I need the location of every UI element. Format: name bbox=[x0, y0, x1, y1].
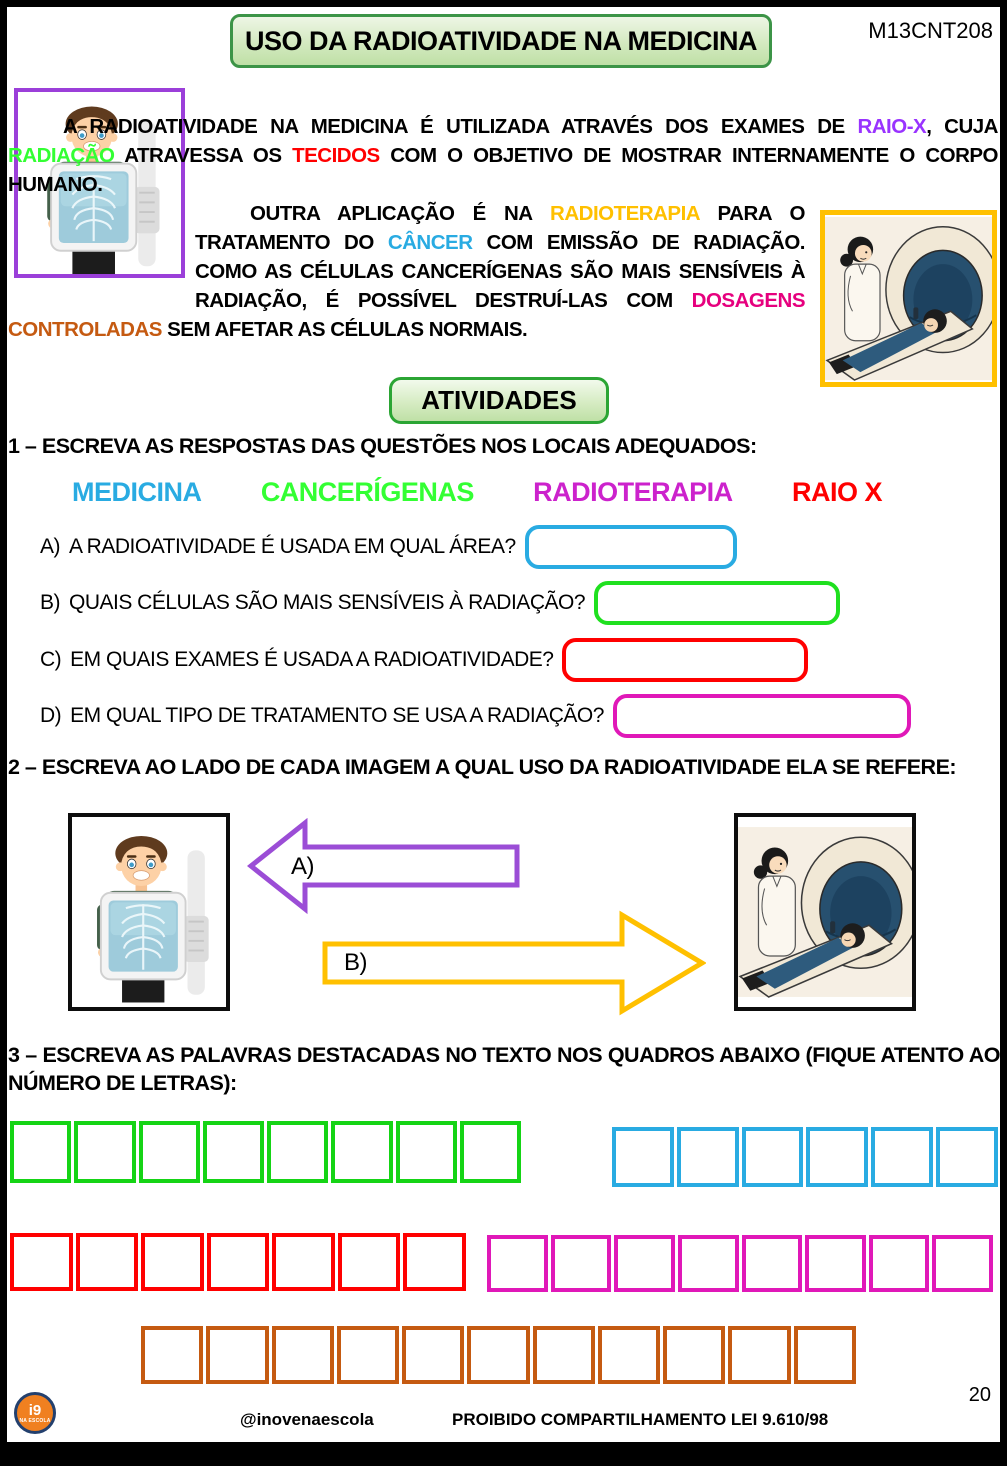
question-1c-text: EM QUAIS EXAMES É USADA A RADIOATIVIDADE? bbox=[70, 648, 554, 671]
letter-cell[interactable] bbox=[598, 1326, 660, 1384]
radiotherapy-machine-icon bbox=[738, 817, 912, 1007]
word-bank-raiox: RAIO X bbox=[791, 477, 882, 507]
question-2-heading: 2 – ESCREVA AO LADO DE CADA IMAGEM A QUAL USO DA RADIOATIVIDADE ELA SE REFERE: bbox=[8, 755, 957, 779]
red-word-grid bbox=[10, 1233, 466, 1291]
letter-cell[interactable] bbox=[612, 1127, 674, 1187]
logo-text: i9 bbox=[28, 1401, 42, 1419]
highlighted-word: TECIDOS bbox=[292, 144, 380, 167]
letter-cell[interactable] bbox=[139, 1121, 200, 1183]
letter-cell[interactable] bbox=[806, 1127, 868, 1187]
letter-cell[interactable] bbox=[677, 1127, 739, 1187]
question-1-heading: 1 – ESCREVA AS RESPOSTAS DAS QUESTÕES NOS LOCAIS ADEQUADOS: bbox=[8, 434, 757, 458]
page-number: 20 bbox=[968, 1384, 991, 1406]
footer-copyright-notice: PROIBIDO COMPARTILHAMENTO LEI 9.610/98 bbox=[452, 1410, 829, 1429]
highlighted-word: CONTROLADAS bbox=[8, 318, 162, 341]
brown-word-grid bbox=[141, 1326, 856, 1384]
inovena-logo bbox=[14, 1392, 56, 1434]
letter-cell[interactable] bbox=[932, 1235, 993, 1292]
logo-subtext: NA ESCOLA bbox=[19, 1417, 51, 1424]
intro-paragraph-2 bbox=[8, 199, 998, 344]
text-segment: COM EMISSÃO DE RADIAÇÃO. COMO AS CÉLULAS CANCERÍGENAS SÃO MAIS SENSÍVEIS À RADIAÇÃO, É POSSÍVEL DESTRUÍ-LAS COM bbox=[195, 231, 805, 312]
highlighted-word: RADIOTERAPIA bbox=[550, 202, 700, 225]
intro-paragraph-1 bbox=[8, 112, 998, 199]
intro-text bbox=[8, 112, 998, 349]
letter-cell[interactable] bbox=[869, 1235, 930, 1292]
answer-box-b[interactable] bbox=[594, 581, 840, 625]
letter-cell[interactable] bbox=[203, 1121, 264, 1183]
highlighted-word: DOSAGENS bbox=[691, 289, 805, 312]
answer-box-a[interactable] bbox=[525, 525, 737, 569]
letter-cell[interactable] bbox=[402, 1326, 464, 1384]
letter-cell[interactable] bbox=[871, 1127, 933, 1187]
letter-cell[interactable] bbox=[533, 1326, 595, 1384]
question-1d-label: D) bbox=[40, 704, 62, 727]
question-1b-label: B) bbox=[40, 591, 60, 614]
word-bank-cancerigenas: CANCERÍGENAS bbox=[260, 477, 474, 507]
arrow-a-label[interactable]: A) bbox=[291, 852, 314, 880]
letter-cell[interactable] bbox=[614, 1235, 675, 1292]
text-segment: , CUJA bbox=[926, 115, 998, 138]
letter-cell[interactable] bbox=[338, 1233, 401, 1291]
activities-banner bbox=[389, 377, 609, 424]
answer-box-d[interactable] bbox=[613, 694, 911, 738]
letter-cell[interactable] bbox=[487, 1235, 548, 1292]
letter-cell[interactable] bbox=[141, 1326, 203, 1384]
activities-label: ATIVIDADES bbox=[421, 385, 577, 415]
letter-cell[interactable] bbox=[794, 1326, 856, 1384]
letter-cell[interactable] bbox=[10, 1233, 73, 1291]
letter-cell[interactable] bbox=[467, 1326, 529, 1384]
letter-cell[interactable] bbox=[805, 1235, 866, 1292]
right-block-arrow-icon bbox=[322, 910, 706, 1016]
page-title-box bbox=[230, 14, 772, 68]
letter-cell[interactable] bbox=[272, 1233, 335, 1291]
letter-cell[interactable] bbox=[141, 1233, 204, 1291]
letter-cell[interactable] bbox=[207, 1233, 270, 1291]
highlighted-word: CÂNCER bbox=[387, 231, 473, 254]
question-1d-row bbox=[40, 692, 911, 740]
letter-cell[interactable] bbox=[460, 1121, 521, 1183]
letter-cell[interactable] bbox=[10, 1121, 71, 1183]
letter-cell[interactable] bbox=[337, 1326, 399, 1384]
letter-cell[interactable] bbox=[728, 1326, 790, 1384]
arrow-a bbox=[247, 818, 521, 915]
letter-cell[interactable] bbox=[551, 1235, 612, 1292]
letter-cell[interactable] bbox=[267, 1121, 328, 1183]
blue-word-grid bbox=[612, 1127, 998, 1187]
question-2-radiotherapy-image bbox=[734, 813, 916, 1011]
letter-cell[interactable] bbox=[742, 1235, 803, 1292]
text-segment: PARA O TRATAMENTO DO bbox=[195, 202, 805, 254]
letter-cell[interactable] bbox=[742, 1127, 804, 1187]
question-1d-text: EM QUAL TIPO DE TRATAMENTO SE USA A RADIAÇÃO? bbox=[70, 704, 604, 727]
left-block-arrow-icon bbox=[247, 818, 521, 915]
text-segment: OUTRA APLICAÇÃO É NA bbox=[250, 202, 551, 225]
word-bank bbox=[72, 477, 882, 508]
magenta-word-grid bbox=[487, 1235, 993, 1292]
letter-cell[interactable] bbox=[206, 1326, 268, 1384]
word-bank-medicina: MEDICINA bbox=[72, 477, 202, 507]
text-segment: COM O OBJETIVO DE MOSTRAR INTERNAMENTE O CORPO HUMANO. bbox=[8, 144, 998, 196]
text-segment: ATRAVESSA OS bbox=[114, 144, 293, 167]
question-1a-label: A) bbox=[40, 535, 60, 558]
question-1c-label: C) bbox=[40, 648, 62, 671]
text-segment: A RADIOATIVIDADE NA MEDICINA É UTILIZADA ATRAVÉS DOS EXAMES DE bbox=[63, 115, 858, 138]
green-word-grid bbox=[10, 1121, 521, 1183]
page-title: USO DA RADIOATIVIDADE NA MEDICINA bbox=[244, 25, 757, 56]
word-bank-radioterapia: RADIOTERAPIA bbox=[533, 477, 733, 507]
question-1a-row bbox=[40, 523, 737, 571]
footer-social-handle: @inovenaescola bbox=[240, 1410, 374, 1429]
letter-cell[interactable] bbox=[663, 1326, 725, 1384]
question-1b-text: QUAIS CÉLULAS SÃO MAIS SENSÍVEIS À RADIAÇÃO? bbox=[69, 591, 586, 614]
boy-xray-icon bbox=[72, 817, 226, 1007]
arrow-b bbox=[322, 910, 706, 1016]
letter-cell[interactable] bbox=[272, 1326, 334, 1384]
answer-box-c[interactable] bbox=[562, 638, 808, 682]
letter-cell[interactable] bbox=[403, 1233, 466, 1291]
question-3-heading: 3 – ESCREVA AS PALAVRAS DESTACADAS NO TEXTO NOS QUADROS ABAIXO (FIQUE ATENTO AO NÚMERO DE LETRAS): bbox=[8, 1043, 1000, 1095]
text-segment: SEM AFETAR AS CÉLULAS NORMAIS. bbox=[161, 318, 528, 341]
worksheet-code: M13CNT208 bbox=[868, 18, 993, 43]
letter-cell[interactable] bbox=[76, 1233, 139, 1291]
highlighted-word: RADIAÇÃO bbox=[8, 144, 115, 167]
question-1c-row bbox=[40, 636, 808, 684]
arrow-b-label[interactable]: B) bbox=[344, 949, 367, 976]
highlighted-word: RAIO-X bbox=[857, 115, 927, 138]
letter-cell[interactable] bbox=[396, 1121, 457, 1183]
letter-cell[interactable] bbox=[936, 1127, 998, 1187]
letter-cell[interactable] bbox=[331, 1121, 392, 1183]
question-2-xray-image bbox=[68, 813, 230, 1011]
question-1b-row bbox=[40, 579, 840, 627]
letter-cell[interactable] bbox=[74, 1121, 135, 1183]
question-1a-text: A RADIOATIVIDADE É USADA EM QUAL ÁREA? bbox=[69, 535, 516, 558]
letter-cell[interactable] bbox=[678, 1235, 739, 1292]
